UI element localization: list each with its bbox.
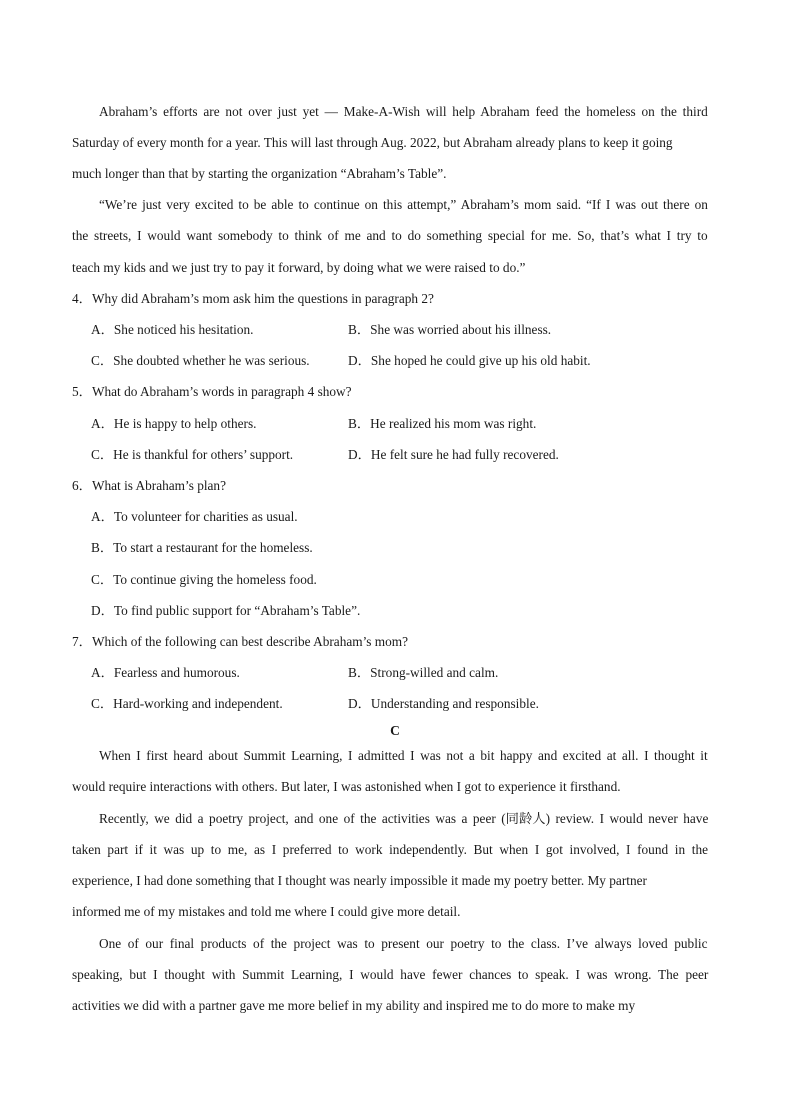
question-7-option-c[interactable]: C．Hard-working and independent. xyxy=(91,696,283,711)
passage-b-p1-line1: Abraham’s efforts are not over just yet — Make-A-Wish will help Abraham feed the homeless on the third xyxy=(99,104,708,119)
question-4-option-b[interactable]: B．She was worried about his illness. xyxy=(348,322,552,337)
passage-c-p1-line2: would require interactions with others. But later, I was astonished when I got to experience it firsthand. xyxy=(72,779,621,794)
passage-c-p2-line3: experience, I had done something that I thought was nearly impossible it made my poetry better. My partner xyxy=(72,873,647,888)
question-4-stem: 4．Why did Abraham’s mom ask him the questions in paragraph 2? xyxy=(72,291,434,306)
passage-c-p2-line1: Recently, we did a poetry project, and one of the activities was a peer (同龄人) review. I would never have xyxy=(99,811,709,826)
question-5-option-a[interactable]: A．He is happy to help others. xyxy=(91,416,257,431)
question-5-option-d[interactable]: D．He felt sure he had fully recovered. xyxy=(348,447,559,462)
question-5-stem: 5．What do Abraham’s words in paragraph 4 show? xyxy=(72,384,352,399)
passage-b-p1-line3: much longer than that by starting the organization “Abraham’s Table”. xyxy=(72,166,447,181)
passage-c-p1-line1: When I first heard about Summit Learning, I admitted I was not a bit happy and excited at all. I thought it xyxy=(99,748,708,763)
question-6-option-c[interactable]: C．To continue giving the homeless food. xyxy=(91,572,317,587)
passage-c-p3-line3: activities we did with a partner gave me more belief in my ability and inspired me to do more to make my xyxy=(72,998,636,1013)
passage-c-heading: C xyxy=(390,723,400,738)
question-6-option-a[interactable]: A．To volunteer for charities as usual. xyxy=(91,509,298,524)
passage-c-p3-line2: speaking, but I thought with Summit Learning, I would have fewer chances to speak. I was wrong. The peer xyxy=(72,967,709,982)
question-6-option-b[interactable]: B．To start a restaurant for the homeless. xyxy=(91,540,313,555)
question-6-stem: 6．What is Abraham’s plan? xyxy=(72,478,226,493)
question-7-stem: 7．Which of the following can best describe Abraham’s mom? xyxy=(72,634,409,649)
passage-b-p1-line2: Saturday of every month for a year. This will last through Aug. 2022, but Abraham already plans to keep it going xyxy=(72,135,673,150)
question-5-option-b[interactable]: B．He realized his mom was right. xyxy=(348,416,537,431)
question-7-option-d[interactable]: D．Understanding and responsible. xyxy=(348,696,539,711)
passage-b-p2-line3: teach my kids and we just try to pay it forward, by doing what we were raised to do.” xyxy=(72,260,526,275)
passage-b-p2-line1: “We’re just very excited to be able to continue on this attempt,” Abraham’s mom said. “If I was out there on xyxy=(99,197,708,212)
question-4-option-a[interactable]: A．She noticed his hesitation. xyxy=(91,322,254,337)
passage-b-p2-line2: the streets, I would want somebody to think of me and to do something special for me. So, that’s what I try to xyxy=(72,228,708,243)
passage-c-p2-line4: informed me of my mistakes and told me where I could give more detail. xyxy=(72,904,461,919)
passage-c-p2-line2: taken part if it was up to me, as I preferred to work independently. But when I got involved, I found in the xyxy=(72,842,709,857)
passage-c-p3-line1: One of our final products of the project was to present our poetry to the class. I’ve always loved public xyxy=(99,936,708,951)
question-4-option-d[interactable]: D．She hoped he could give up his old habit. xyxy=(348,353,591,368)
question-4-option-c[interactable]: C．She doubted whether he was serious. xyxy=(91,353,310,368)
question-7-option-b[interactable]: B．Strong-willed and calm. xyxy=(348,665,499,680)
question-7-option-a[interactable]: A．Fearless and humorous. xyxy=(91,665,240,680)
question-6-option-d[interactable]: D．To find public support for “Abraham’s Table”. xyxy=(91,603,361,618)
question-5-option-c[interactable]: C．He is thankful for others’ support. xyxy=(91,447,294,462)
